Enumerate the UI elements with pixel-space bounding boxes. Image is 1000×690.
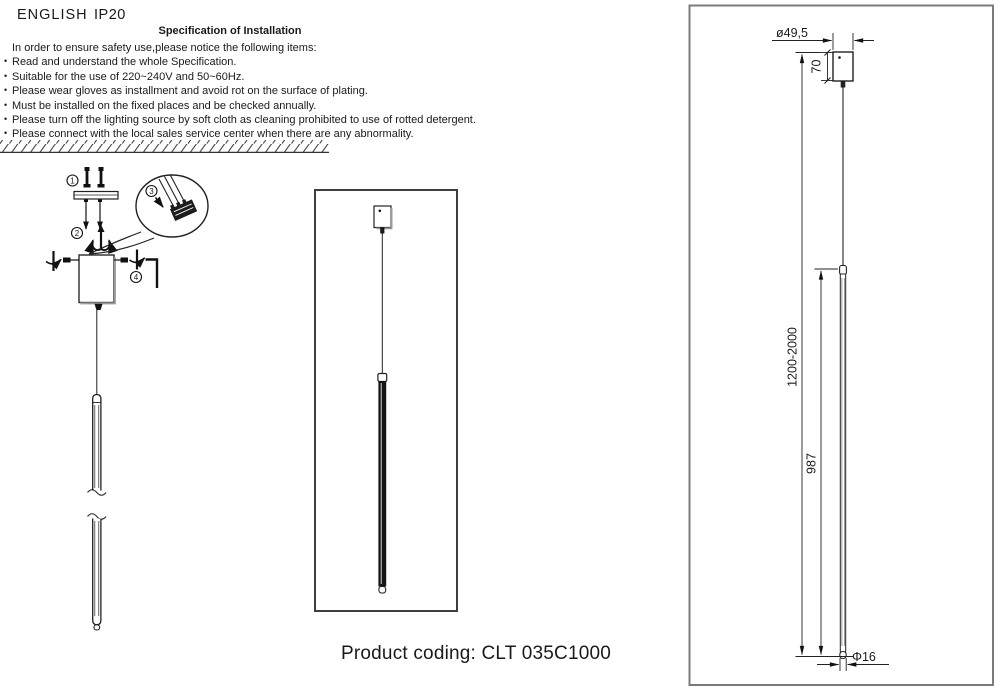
tube-length-label: 987 bbox=[804, 453, 819, 474]
spec-item-text: Please wear gloves as installment and avoid rot on the surface of plating. bbox=[12, 85, 368, 98]
step-4-number: 4 bbox=[133, 272, 139, 282]
product-picture-frame bbox=[314, 189, 458, 612]
product-picture bbox=[316, 191, 456, 610]
rotate-screw-icon bbox=[46, 251, 61, 271]
step-1-badge bbox=[67, 175, 78, 186]
step-2-badge bbox=[72, 228, 83, 239]
spec-item-text: Must be installed on the fixed places and be checked annually. bbox=[12, 99, 317, 112]
step-2-number: 2 bbox=[74, 228, 80, 238]
language-label: ENGLISH bbox=[17, 7, 88, 23]
bullet-glyph: • bbox=[4, 114, 8, 125]
canopy-height-label: 70 bbox=[809, 59, 824, 74]
mounting-plate-icon bbox=[74, 192, 118, 200]
canopy-icon bbox=[63, 255, 128, 310]
bullet-glyph: • bbox=[4, 99, 8, 110]
spec-title: Specification of Installation bbox=[158, 25, 302, 37]
spec-item-text: Suitable for the use of 220~240V and 50~60Hz. bbox=[12, 70, 245, 83]
allen-key-icon bbox=[146, 260, 158, 289]
step-1-number: 1 bbox=[70, 176, 75, 186]
tube-diameter-label: Φ16 bbox=[852, 650, 876, 664]
screws-icon bbox=[84, 200, 102, 230]
product-coding: Product coding: CLT 035C1000 bbox=[341, 643, 612, 664]
spec-item-text: Please turn off the lighting source by soft cloth as cleaning prohibited to use of rotted detergent. bbox=[12, 114, 476, 127]
step-3-number: 3 bbox=[149, 186, 154, 196]
bullet-glyph: • bbox=[4, 128, 8, 139]
spec-intro: In order to ensure safety use,please notice the following items: bbox=[12, 42, 317, 54]
installation-diagram bbox=[0, 0, 340, 660]
canopy-diameter-label: ø49,5 bbox=[776, 26, 808, 40]
pendant-lamp-drawing bbox=[374, 206, 392, 593]
bullet-glyph: • bbox=[4, 85, 8, 96]
step-4-badge bbox=[131, 272, 142, 283]
spec-item-text: Read and understand the whole Specification. bbox=[12, 56, 237, 69]
bullet-glyph: • bbox=[4, 70, 8, 81]
rotate-screw-icon bbox=[130, 250, 145, 270]
bullet-glyph: • bbox=[4, 56, 8, 67]
spec-item-text: Please connect with the local sales service center when there are any abnormality. bbox=[12, 128, 414, 141]
step-3-badge bbox=[146, 186, 157, 197]
ceiling-hatch bbox=[0, 140, 329, 152]
lamp-tube-icon bbox=[88, 310, 107, 630]
anchor-bolts-icon bbox=[84, 167, 105, 188]
ip-rating-label: IP20 bbox=[94, 7, 126, 23]
dimension-drawing bbox=[688, 4, 995, 687]
overall-length-label: 1200-2000 bbox=[785, 327, 800, 387]
